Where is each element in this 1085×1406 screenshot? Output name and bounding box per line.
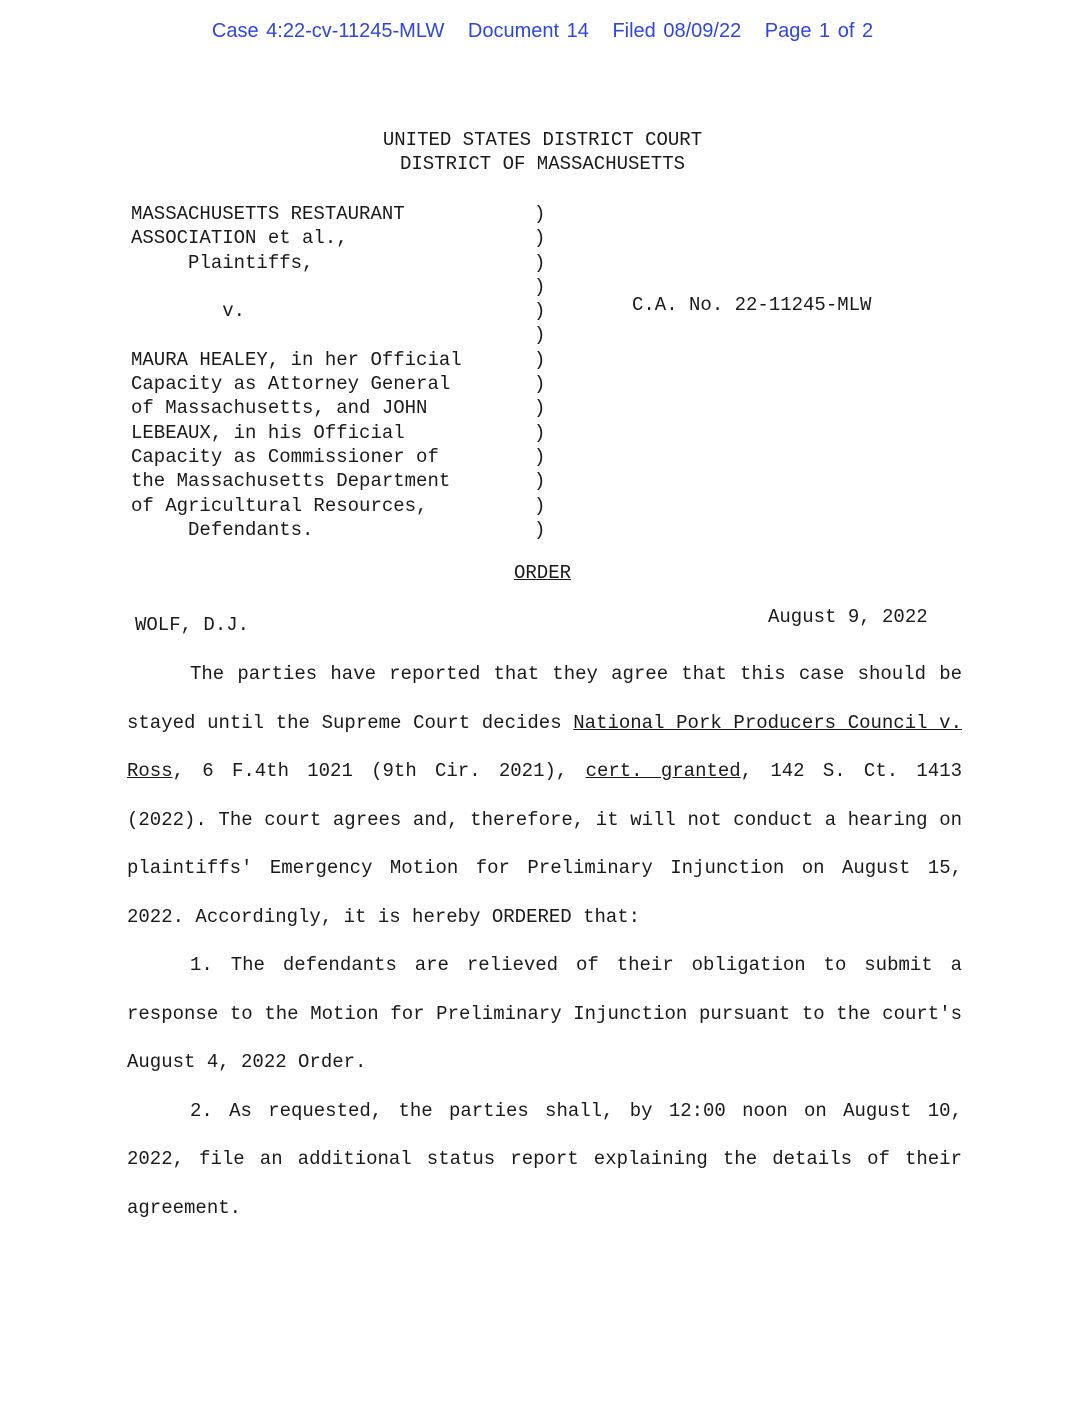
caption-parentheses <box>534 202 545 542</box>
filed-date: Filed 08/09/22 <box>612 20 742 42</box>
judge-name: WOLF, D.J. <box>135 614 250 636</box>
caption-line: of Massachusetts, and JOHN <box>131 397 428 420</box>
caption-line: ASSOCIATION et al., <box>131 227 348 250</box>
caption-paren: ) <box>534 494 546 517</box>
case-citation: National Pork Producers Council v. Ross <box>127 711 962 782</box>
case-number-header: Case 4:22-cv-11245-MLW <box>211 20 445 42</box>
page-indicator: Page 1 of 2 <box>764 20 874 42</box>
cert-granted: cert. granted <box>585 760 741 782</box>
caption-line: the Massachusetts Department <box>131 470 451 493</box>
order-item-2: 2. As requested, the parties shall, by 12:00 noon on August 10, 2022, file an additional status report explaining the details of their agreement. <box>127 1099 962 1219</box>
order-date: August 9, 2022 <box>768 606 928 628</box>
caption-line: MAURA HEALEY, in her Official <box>131 348 462 371</box>
caption-paren: ) <box>534 203 546 225</box>
order-item-1: 1. The defendants are relieved of their obligation to submit a response to the Motion for Preliminary Injunction pursuant to the court's August 4, 2022 Order. <box>127 954 962 1073</box>
caption-paren: ) <box>534 518 546 541</box>
caption-line: Plaintiffs, <box>131 251 314 274</box>
caption-paren: ) <box>534 373 546 396</box>
docket-header <box>0 20 1085 43</box>
court-name: UNITED STATES DISTRICT COURT <box>382 129 703 151</box>
caption-line: LEBEAUX, in his Official <box>131 421 405 444</box>
document-number: Document 14 <box>467 20 589 42</box>
caption-line <box>131 323 462 347</box>
caption-paren: ) <box>534 397 546 420</box>
caption-paren: ) <box>534 348 546 371</box>
caption-paren: ) <box>534 421 546 444</box>
caption-paren: ) <box>534 470 546 493</box>
caption-paren: ) <box>534 275 546 298</box>
order-body <box>127 650 962 1232</box>
caption-line: v. <box>131 300 246 323</box>
district-name: DISTRICT OF MASSACHUSETTS <box>399 153 686 175</box>
order-title: ORDER <box>513 562 571 584</box>
paragraph-text: , 6 F.4th 1021 (9th Cir. 2021), <box>172 760 586 782</box>
caption-line <box>131 275 462 299</box>
caption-paren: ) <box>534 445 546 468</box>
caption-line: Defendants. <box>131 518 314 541</box>
court-title <box>0 128 1085 176</box>
caption-paren: ) <box>534 251 546 274</box>
civil-action-number: C.A. No. 22-11245-MLW <box>632 294 872 316</box>
paragraph-text: , 142 S. Ct. 1413 (2022). The court agrees and, therefore, it will not conduct a hearing on plaintiffs' Emergency Motion for Preliminary Injunction on August 15, 2022. Accordingly, it is hereby ORDERED that: <box>127 760 963 928</box>
caption-line: MASSACHUSETTS RESTAURANT <box>131 203 405 225</box>
caption-line: Capacity as Attorney General <box>131 373 451 396</box>
caption-line: Capacity as Commissioner of <box>131 445 439 468</box>
caption-paren: ) <box>534 227 546 250</box>
paragraph-text: The parties have reported that they agree that this case should be stayed until the Supreme Court decides <box>127 663 962 734</box>
caption-paren: ) <box>534 324 546 347</box>
caption-paren: ) <box>534 300 546 323</box>
caption-line: of Agricultural Resources, <box>131 494 428 517</box>
order-paragraph <box>127 650 962 941</box>
case-caption <box>131 202 462 542</box>
